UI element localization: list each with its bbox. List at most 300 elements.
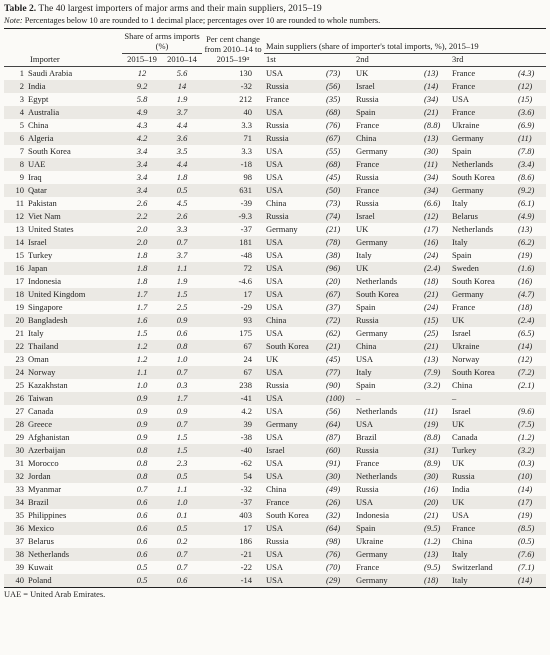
table-row	[4, 106, 546, 119]
table-row	[4, 93, 546, 106]
supplier-1-share-cell: (35)	[326, 94, 341, 104]
table-row	[4, 444, 546, 457]
supplier-1-cell: USA	[266, 172, 284, 182]
importer-cell: Belarus	[28, 536, 54, 546]
header-2015-19: 2015–19	[127, 54, 157, 64]
supplier-2-cell: Russia	[354, 314, 422, 327]
share-2015-19-cell: 0.6	[122, 548, 162, 561]
supplier-1-cell: USA	[264, 470, 324, 483]
supplier-2-share-cell: (8.9)	[424, 458, 441, 468]
supplier-3-cell: South Korea	[450, 366, 516, 379]
rank-cell: 24	[4, 366, 26, 379]
share-2010-14-cell: 0.5	[162, 470, 202, 483]
change-cell: 39	[202, 418, 264, 431]
rank-cell: 21	[15, 328, 24, 338]
supplier-2-share-cell: (17)	[424, 224, 439, 234]
supplier-1-cell: USA	[264, 522, 324, 535]
importer-cell: Egypt	[28, 94, 49, 104]
importer-cell: Turkey	[28, 250, 53, 260]
table-row	[4, 210, 546, 223]
supplier-3-cell: Switzerland	[452, 562, 493, 572]
change-cell: 186	[239, 536, 253, 546]
importer-cell: Myanmar	[28, 484, 62, 494]
rank-cell: 17	[15, 276, 24, 286]
supplier-2-share-cell: (21)	[424, 510, 439, 520]
header-share-group: Share of arms imports (%)	[122, 29, 202, 54]
supplier-3-cell: Israel	[452, 406, 471, 416]
supplier-3-cell: Italy	[450, 574, 516, 587]
share-2010-14-cell: 3.7	[162, 106, 202, 119]
share-2010-14-cell: 4.4	[162, 158, 202, 171]
supplier-1-cell: USA	[264, 236, 324, 249]
change-cell: -21	[202, 548, 264, 561]
table-row	[4, 184, 546, 197]
table-row	[4, 392, 546, 405]
rank-cell: 38	[4, 548, 26, 561]
share-2010-14-cell: 0.9	[162, 314, 202, 327]
share-2010-14-cell: 1.9	[176, 276, 188, 286]
table-row	[4, 522, 546, 535]
supplier-2-cell: UK	[356, 68, 369, 78]
supplier-2-share-cell: (24)	[424, 302, 439, 312]
share-2015-19-cell: 4.3	[136, 120, 148, 130]
supplier-3-share-cell: (1.2)	[518, 432, 535, 442]
share-2015-19-cell: 0.9	[122, 392, 162, 405]
share-2010-14-cell: 2.3	[176, 458, 188, 468]
rank-cell: 37	[15, 536, 24, 546]
supplier-2-share-cell: (15)	[422, 314, 450, 327]
table-row	[4, 483, 546, 496]
change-cell: 3.3	[241, 120, 253, 130]
importer-cell: UAE	[26, 158, 122, 171]
supplier-2-cell: Italy	[354, 366, 422, 379]
importer-cell: Mexico	[26, 522, 122, 535]
supplier-1-share-cell: (45)	[326, 172, 341, 182]
rank-cell: 34	[4, 496, 26, 509]
importer-cell: Philippines	[28, 510, 67, 520]
supplier-2-cell: USA	[356, 354, 374, 364]
table-body	[4, 67, 546, 588]
supplier-1-share-cell: (73)	[326, 198, 341, 208]
supplier-3-share-cell: (7.1)	[518, 562, 535, 572]
importer-cell: Algeria	[26, 132, 122, 145]
importer-cell: Kuwait	[28, 562, 54, 572]
supplier-2-share-cell: (8.8)	[424, 120, 441, 130]
rank-cell: 3	[19, 94, 24, 104]
supplier-3-cell: France	[450, 522, 516, 535]
rank-cell: 22	[4, 340, 26, 353]
supplier-2-cell: Russia	[354, 444, 422, 457]
share-2015-19-cell: 4.2	[122, 132, 162, 145]
importer-cell: Singapore	[28, 302, 63, 312]
supplier-1-share-cell: (67)	[324, 288, 354, 301]
importer-cell: Morocco	[28, 458, 59, 468]
supplier-3-cell: France	[450, 106, 516, 119]
supplier-2-share-cell: (9.5)	[422, 522, 450, 535]
supplier-3-cell: Germany	[450, 132, 516, 145]
change-cell: 403	[239, 510, 253, 520]
supplier-2-cell: Italy	[356, 250, 372, 260]
supplier-1-share-cell: (68)	[324, 158, 354, 171]
rank-cell: 25	[15, 380, 24, 390]
supplier-3-share-cell: (16)	[518, 276, 533, 286]
rank-cell: 23	[15, 354, 24, 364]
supplier-1-share-cell: (26)	[324, 496, 354, 509]
share-2015-19-cell: 2.0	[136, 224, 148, 234]
supplier-1-cell: USA	[264, 366, 324, 379]
table-row	[4, 353, 546, 366]
supplier-3-cell: Spain	[452, 146, 472, 156]
supplier-3-cell: Germany	[450, 288, 516, 301]
supplier-1-cell: USA	[264, 288, 324, 301]
supplier-1-share-cell: (72)	[324, 314, 354, 327]
table-row	[4, 223, 546, 236]
supplier-2-cell: Germany	[354, 574, 422, 587]
supplier-1-cell: Russia	[264, 80, 324, 93]
change-cell: 54	[202, 470, 264, 483]
share-2010-14-cell: 4.5	[176, 198, 188, 208]
share-2015-19-cell: 3.4	[136, 172, 148, 182]
supplier-3-share-cell: (3.6)	[516, 106, 546, 119]
importer-cell: Thailand	[26, 340, 122, 353]
change-cell: -4.6	[238, 276, 253, 286]
supplier-1-cell: USA	[266, 562, 284, 572]
supplier-1-cell: USA	[266, 276, 284, 286]
table-row	[4, 80, 546, 93]
share-2015-19-cell: 2.2	[122, 210, 162, 223]
supplier-2-cell: Russia	[356, 172, 379, 182]
supplier-3-share-cell: (17)	[516, 496, 546, 509]
change-cell: 71	[202, 132, 264, 145]
change-cell: 130	[239, 68, 253, 78]
table-row	[4, 470, 546, 483]
share-2010-14-cell: 0.3	[176, 380, 188, 390]
supplier-2-cell: Russia	[356, 198, 379, 208]
share-2015-19-cell: 1.7	[122, 288, 162, 301]
supplier-1-share-cell: (67)	[324, 132, 354, 145]
supplier-3-share-cell: (14)	[516, 574, 546, 587]
supplier-1-cell: Israel	[264, 444, 324, 457]
supplier-1-share-cell: (90)	[326, 380, 341, 390]
table-row	[4, 535, 546, 548]
share-2010-14-cell: 3.5	[176, 146, 188, 156]
change-cell: -40	[202, 444, 264, 457]
share-2010-14-cell: 0.1	[176, 510, 188, 520]
supplier-2-cell: Spain	[356, 380, 376, 390]
change-cell: -32	[240, 484, 253, 494]
importer-cell: Pakistan	[28, 198, 57, 208]
change-cell: -37	[202, 496, 264, 509]
share-2015-19-cell: 0.6	[122, 522, 162, 535]
supplier-1-cell: USA	[264, 106, 324, 119]
change-cell: 67	[202, 366, 264, 379]
table-row	[4, 119, 546, 132]
supplier-3-cell: Netherlands	[450, 158, 516, 171]
supplier-1-share-cell: (64)	[324, 522, 354, 535]
supplier-3-share-cell: (6.5)	[518, 328, 535, 338]
change-cell: -29	[240, 302, 253, 312]
supplier-1-cell: USA	[264, 184, 324, 197]
change-cell: -38	[240, 432, 253, 442]
supplier-2-share-cell: (12)	[422, 210, 450, 223]
importer-cell: United Kingdom	[26, 288, 122, 301]
share-2010-14-cell: 0.6	[162, 574, 202, 587]
rank-cell: 2	[4, 80, 26, 93]
supplier-2-share-cell: (13)	[424, 354, 439, 364]
supplier-2-share-cell: (2.4)	[422, 262, 450, 275]
header-change-text: Per cent change from 2010–14 to 2015–19	[204, 34, 262, 64]
header-suppliers-group: Main suppliers (share of importer's total imports, %), 2015–19	[264, 29, 546, 54]
supplier-1-cell: Germany	[264, 418, 324, 431]
table-row	[4, 314, 546, 327]
supplier-2-share-cell: (3.2)	[424, 380, 441, 390]
share-2010-14-cell: 1.0	[176, 354, 188, 364]
share-2015-19-cell: 0.8	[136, 458, 148, 468]
supplier-3-cell: Sweden	[450, 262, 516, 275]
change-cell: 17	[202, 288, 264, 301]
rank-cell: 12	[4, 210, 26, 223]
importers-table	[4, 28, 546, 587]
supplier-1-cell: USA	[264, 392, 324, 405]
importer-cell: Canada	[28, 406, 54, 416]
supplier-1-share-cell: (50)	[324, 184, 354, 197]
supplier-3-share-cell: (14)	[518, 484, 533, 494]
supplier-3-cell: Turkey	[450, 444, 516, 457]
note-label: Note:	[4, 16, 23, 25]
supplier-3-share-cell: (4.7)	[516, 288, 546, 301]
importer-cell: Taiwan	[26, 392, 122, 405]
supplier-3-cell: USA	[452, 94, 470, 104]
share-2010-14-cell: 4.4	[176, 120, 188, 130]
supplier-1-cell: USA	[264, 262, 324, 275]
rank-cell: 36	[4, 522, 26, 535]
supplier-2-cell: USA	[354, 496, 422, 509]
rank-cell: 31	[15, 458, 24, 468]
share-2015-19-cell: 12	[137, 68, 147, 78]
supplier-3-cell: Russia	[450, 470, 516, 483]
supplier-3-cell: UK	[452, 458, 465, 468]
supplier-2-cell: –	[354, 392, 422, 405]
change-cell: -41	[202, 392, 264, 405]
supplier-1-share-cell: (30)	[324, 470, 354, 483]
importer-cell: Jordan	[26, 470, 122, 483]
supplier-3-share-cell: (6.9)	[518, 120, 535, 130]
supplier-3-cell: UK	[450, 496, 516, 509]
supplier-2-share-cell: (16)	[424, 484, 439, 494]
table-row	[4, 288, 546, 301]
supplier-2-share-cell: (21)	[422, 106, 450, 119]
rank-cell: 33	[15, 484, 24, 494]
supplier-2-share-cell: (31)	[422, 444, 450, 457]
share-2010-14-cell: 3.6	[162, 132, 202, 145]
share-2015-19-cell: 5.8	[136, 94, 148, 104]
share-2015-19-cell: 0.9	[122, 418, 162, 431]
supplier-3-share-cell: (8.6)	[518, 172, 535, 182]
supplier-2-share-cell: (13)	[422, 132, 450, 145]
header-2nd: 2nd	[356, 54, 369, 64]
share-2010-14-cell: 0.7	[176, 562, 188, 572]
share-2010-14-cell: 1.5	[162, 444, 202, 457]
share-2015-19-cell: 0.5	[136, 562, 148, 572]
share-2015-19-cell: 1.8	[136, 250, 148, 260]
supplier-1-cell: USA	[266, 68, 284, 78]
supplier-1-cell: Russia	[266, 380, 289, 390]
change-cell: 67	[202, 340, 264, 353]
importer-cell: India	[26, 80, 122, 93]
supplier-3-share-cell: (7.8)	[518, 146, 535, 156]
table-row	[4, 457, 546, 470]
supplier-2-share-cell: (8.8)	[424, 432, 441, 442]
supplier-2-share-cell: (11)	[422, 158, 450, 171]
table-row	[4, 301, 546, 314]
supplier-3-cell: UK	[450, 418, 516, 431]
supplier-2-share-cell	[422, 392, 450, 405]
supplier-3-cell: Germany	[450, 184, 516, 197]
rank-cell: 19	[15, 302, 24, 312]
supplier-1-share-cell: (76)	[326, 120, 341, 130]
change-cell: -62	[240, 458, 253, 468]
supplier-3-cell: China	[452, 380, 473, 390]
supplier-3-cell: UK	[450, 314, 516, 327]
importer-cell: Japan	[26, 262, 122, 275]
share-2015-19-cell: 1.6	[122, 314, 162, 327]
supplier-3-cell: Italy	[452, 198, 468, 208]
supplier-1-cell: South Korea	[266, 510, 309, 520]
share-2015-19-cell: 1.0	[136, 380, 148, 390]
supplier-1-cell: France	[264, 496, 324, 509]
supplier-3-share-cell: (12)	[518, 354, 533, 364]
rank-cell: 4	[4, 106, 26, 119]
table-row	[4, 496, 546, 509]
change-cell: -48	[240, 250, 253, 260]
rank-cell: 18	[4, 288, 26, 301]
table-footer: UAE = United Arab Emirates.	[4, 587, 546, 600]
supplier-1-cell: South Korea	[264, 340, 324, 353]
supplier-1-cell: USA	[266, 406, 284, 416]
supplier-3-share-cell: (2.1)	[518, 380, 535, 390]
supplier-3-share-cell: (19)	[518, 250, 533, 260]
supplier-3-share-cell: (11)	[516, 132, 546, 145]
table-row	[4, 262, 546, 275]
table-row	[4, 431, 546, 444]
table-note	[4, 15, 546, 26]
supplier-3-share-cell: (7.6)	[516, 548, 546, 561]
rank-cell: 7	[19, 146, 24, 156]
supplier-3-cell: Belarus	[450, 210, 516, 223]
share-2015-19-cell: 0.8	[122, 470, 162, 483]
rank-cell: 20	[4, 314, 26, 327]
change-cell: 3.3	[241, 146, 253, 156]
importer-cell: Oman	[28, 354, 49, 364]
supplier-3-cell: Canada	[452, 432, 478, 442]
share-2010-14-cell: 1.1	[162, 262, 202, 275]
supplier-1-share-cell: (62)	[326, 328, 341, 338]
rank-cell: 5	[19, 120, 24, 130]
importer-cell: Netherlands	[26, 548, 122, 561]
supplier-3-cell: France	[452, 68, 476, 78]
share-2015-19-cell: 1.8	[136, 276, 148, 286]
supplier-1-share-cell: (55)	[326, 146, 341, 156]
supplier-1-share-cell: (68)	[324, 106, 354, 119]
note-text: Percentages below 10 are rounded to 1 decimal place; percentages over 10 are rounded to whole numbers.	[22, 16, 381, 25]
rank-cell: 32	[4, 470, 26, 483]
change-cell: -18	[202, 158, 264, 171]
supplier-3-cell: Netherlands	[452, 224, 494, 234]
table-row	[4, 340, 546, 353]
change-cell: -22	[240, 562, 253, 572]
rank-cell: 10	[4, 184, 26, 197]
supplier-1-share-cell: (74)	[324, 210, 354, 223]
share-2010-14-cell: 0.2	[176, 536, 188, 546]
share-2015-19-cell: 1.5	[136, 328, 148, 338]
supplier-2-share-cell: (9.5)	[424, 562, 441, 572]
table-label: Table 2.	[4, 3, 37, 14]
share-2015-19-cell: 0.6	[136, 536, 148, 546]
share-2010-14-cell: 2.5	[176, 302, 188, 312]
rank-cell: 11	[15, 198, 24, 208]
supplier-1-cell: Russia	[264, 210, 324, 223]
supplier-1-cell: Germany	[266, 224, 298, 234]
supplier-1-share-cell: (21)	[326, 224, 341, 234]
change-cell: -32	[202, 80, 264, 93]
supplier-3-share-cell: (12)	[516, 80, 546, 93]
rank-cell: 13	[15, 224, 24, 234]
supplier-2-cell: Spain	[356, 302, 376, 312]
supplier-2-share-cell: (24)	[424, 250, 439, 260]
supplier-2-share-cell: (21)	[422, 340, 450, 353]
supplier-1-cell: China	[266, 198, 287, 208]
share-2010-14-cell: 1.9	[176, 94, 188, 104]
share-2015-19-cell: 3.4	[136, 146, 148, 156]
rank-cell: 35	[15, 510, 24, 520]
share-2015-19-cell: 3.4	[122, 158, 162, 171]
supplier-3-share-cell: (7.2)	[516, 366, 546, 379]
supplier-2-cell: Israel	[354, 80, 422, 93]
supplier-1-cell: USA	[264, 548, 324, 561]
share-2015-19-cell: 1.2	[136, 354, 148, 364]
supplier-3-cell: South Korea	[452, 276, 495, 286]
share-2015-19-cell: 1.1	[122, 366, 162, 379]
importer-cell: Indonesia	[28, 276, 62, 286]
rank-cell: 30	[4, 444, 26, 457]
share-2015-19-cell: 3.4	[122, 184, 162, 197]
table-row	[4, 509, 546, 522]
table-row	[4, 366, 546, 379]
supplier-1-share-cell: (56)	[324, 80, 354, 93]
change-cell: 17	[202, 522, 264, 535]
supplier-2-share-cell: (21)	[422, 288, 450, 301]
supplier-2-cell: Germany	[354, 236, 422, 249]
share-2015-19-cell: 2.6	[136, 198, 148, 208]
supplier-2-cell: Israel	[354, 210, 422, 223]
change-cell: -14	[202, 574, 264, 587]
importer-cell: Brazil	[26, 496, 122, 509]
supplier-2-share-cell: (13)	[424, 68, 439, 78]
supplier-2-cell: France	[354, 184, 422, 197]
rank-cell: 8	[4, 158, 26, 171]
change-cell: 175	[239, 328, 253, 338]
share-2010-14-cell: 0.6	[176, 328, 188, 338]
share-2015-19-cell: 9.2	[122, 80, 162, 93]
supplier-3-share-cell: (1.6)	[516, 262, 546, 275]
supplier-2-share-cell: (34)	[422, 184, 450, 197]
rank-cell: 28	[4, 418, 26, 431]
supplier-1-share-cell: (78)	[324, 236, 354, 249]
importer-cell: Iraq	[28, 172, 42, 182]
supplier-1-cell: USA	[266, 458, 284, 468]
supplier-2-share-cell: (30)	[422, 470, 450, 483]
supplier-1-share-cell: (70)	[326, 562, 341, 572]
